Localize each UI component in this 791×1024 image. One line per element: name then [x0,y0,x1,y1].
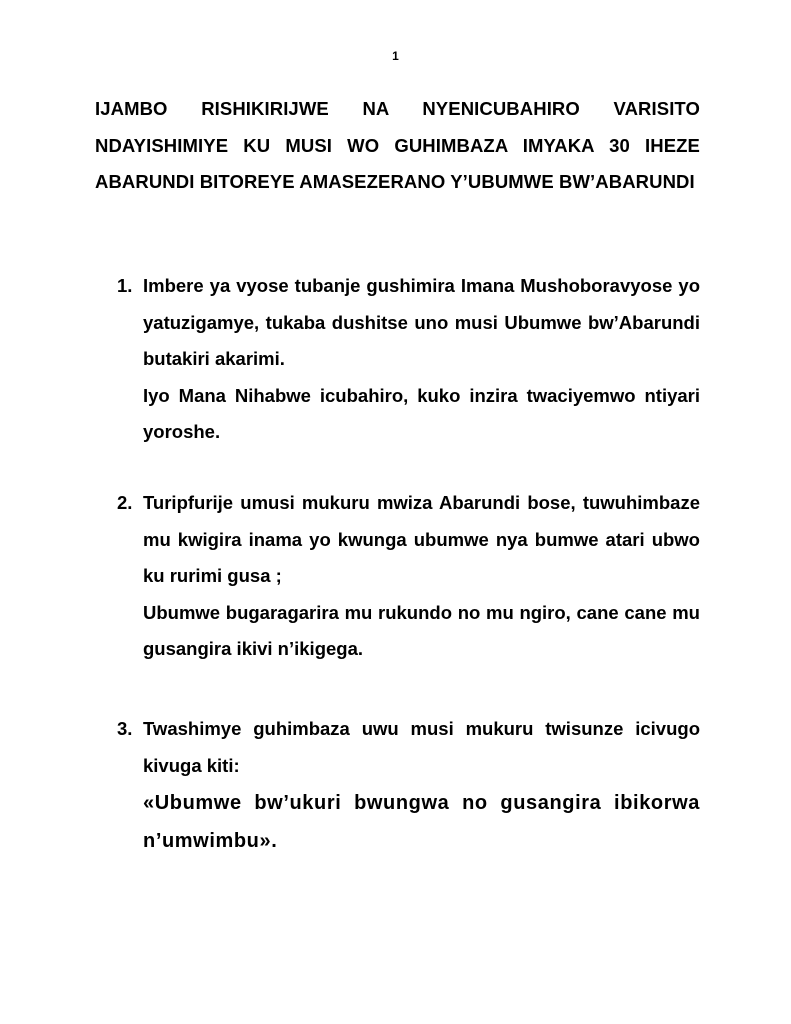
document-title: IJAMBO RISHIKIRIJWE NA NYENICUBAHIRO VARISITO NDAYISHIMIYE KU MUSI WO GUHIMBAZA IMYAKA 30 IHEZE ABARUNDI BITOREYE AMASEZERANO Y’UBUMWE BW’ABARUNDI [95,98,700,192]
list-item [95,711,700,860]
list-item-number: 1. [117,275,133,296]
list-item-paragraph: Ubumwe bugaragarira mu rukundo no mu ngiro, cane cane mu gusangira ikivi n’ikigega. [143,601,700,659]
list-item-paragraph: Turipfurije umusi mukuru mwiza Abarundi bose, tuwuhimbaze mu kwigira inama yo kwunga ubumwe nya bumwe atari ubwo ku rurimi gusa ; [143,492,700,586]
list-item-paragraph: Twashimye guhimbaza uwu musi mukuru twisunze icivugo kivuga kiti: [143,718,700,776]
list-item [95,268,700,451]
list-item-number: 3. [117,718,133,739]
motto-quote: «Ubumwe bw’ukuri bwungwa no gusangira ibikorwa n’umwimbu». [143,792,700,852]
page-number: 1 [392,49,399,63]
list-item-paragraph: Imbere ya vyose tubanje gushimira Imana Mushoboravyose yo yatuzigamye, tukaba dushitse uno musi Ubumwe bw’Abarundi butakiri akarimi. [143,275,700,369]
list-item [95,485,700,668]
list-item-number: 2. [117,492,133,513]
list-item-paragraph: Iyo Mana Nihabwe icubahiro, kuko inzira twaciyemwo ntiyari yoroshe. [143,384,700,442]
